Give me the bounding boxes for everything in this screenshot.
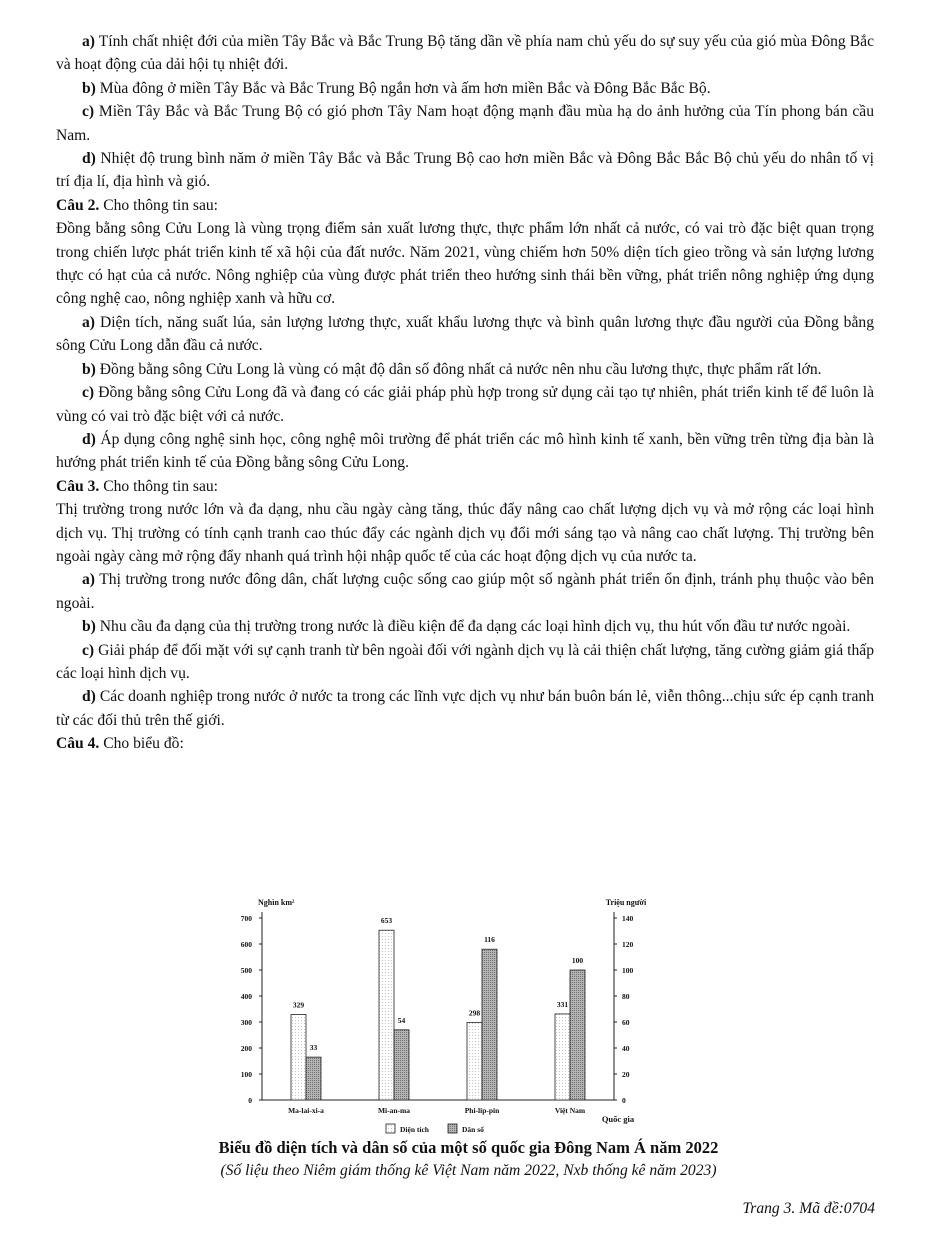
q4-prompt: Cho biểu đồ:	[99, 735, 184, 753]
y-right-tick-label: 120	[622, 940, 634, 949]
legend-swatch-area	[386, 1124, 395, 1133]
y-right-tick-label: 60	[622, 1018, 630, 1027]
y-left-tick-label: 400	[240, 992, 252, 1001]
y-left-tick-label: 100	[240, 1070, 252, 1079]
y-axis-right-label: Triệu người	[605, 898, 647, 907]
q2-option-a-text: Diện tích, năng suất lúa, sản lượng lương thực, xuất khẩu lương thực và bình quân lương thực đầu người của Đồng bằng sông Cửu Long dẫn đầu cả nước.	[56, 313, 874, 355]
bar-population-value-label: 33	[309, 1043, 318, 1053]
q4-label: Câu 4.	[56, 735, 100, 753]
q1-option-a-label: a)	[82, 33, 95, 50]
q3-prompt: Cho thông tin sau:	[99, 477, 219, 495]
q1-option-d-text: Nhiệt độ trung bình năm ở miền Tây Bắc và Bắc Trung Bộ cao hơn miền Bắc và Đông Bắc Bắc Bộ chủ yếu do nhân tố vị trí địa lí, địa hình và gió.	[56, 150, 874, 191]
q2-option-b	[56, 358, 874, 381]
bar-area-value-label: 329	[292, 1000, 305, 1010]
bar-population	[482, 949, 497, 1100]
q2-option-d-label: d)	[82, 430, 96, 448]
q2-option-a	[56, 311, 874, 358]
x-tick-label: Mi-an-ma	[377, 1106, 411, 1115]
q2-option-c-text: Đồng bằng sông Cửu Long đã và đang có các giải pháp phù hợp trong sử dụng cải tạo tự nhiên, phát triển kinh tế để luôn là vùng có vai trò đặc biệt với cả nước.	[56, 384, 874, 425]
q2-option-c	[56, 381, 874, 428]
q3-option-b-text: Nhu cầu đa dạng của thị trường trong nước là điều kiện để đa dạng các loại hình dịch vụ, thu hút vốn đầu tư nước ngoài.	[95, 618, 851, 636]
bar-population-value-label: 116	[484, 935, 495, 945]
y-left-tick-label: 500	[240, 966, 252, 975]
exam-text	[56, 30, 874, 756]
bar-chart	[0, 890, 937, 1140]
q3-option-a-label: a)	[82, 571, 95, 589]
x-axis-label: Quốc gia	[601, 1114, 635, 1124]
bar-area	[291, 1014, 306, 1100]
q3-option-d-label: d)	[82, 688, 96, 706]
y-right-tick-label: 80	[622, 992, 630, 1001]
q1-option-c-text: Miền Tây Bắc và Bắc Trung Bộ có gió phơn Tây Nam hoạt động mạnh đầu mùa hạ do ảnh hưởng của Tín phong bán cầu Nam.	[56, 103, 874, 144]
q3-option-a	[56, 568, 874, 615]
page-footer: Trang 3. Mã đề:0704	[742, 1200, 875, 1217]
bar-population	[306, 1057, 321, 1100]
bar-area	[555, 1014, 570, 1100]
y-axis-left-label: Nghìn km²	[258, 898, 295, 907]
bar-area-value-label: 298	[468, 1008, 481, 1018]
q3-heading	[56, 475, 874, 498]
q2-option-b-label: b)	[82, 360, 96, 378]
q1-option-a	[56, 30, 874, 77]
q3-option-d	[56, 685, 874, 732]
y-right-tick-label: 40	[622, 1044, 630, 1053]
q3-info: Thị trường trong nước lớn và đa dạng, nhu cầu ngày càng tăng, thúc đẩy nâng cao chất lượng dịch vụ và mở rộng các loại hình dịch vụ. Thị trường có tính cạnh tranh cao thúc đẩy các ngành dịch vụ đổi mới sáng tạo và nâng cao chất lượng. Thị trường bên ngoài ngày càng mở rộng đẩy nhanh quá trình hội nhập quốc tế của các hoạt động dịch vụ của nước ta.	[56, 501, 874, 565]
q3-option-c	[56, 639, 874, 686]
q3-option-d-text: Các doanh nghiệp trong nước ở nước ta trong các lĩnh vực dịch vụ như bán buôn bán lẻ, viễn thông...chịu sức ép cạnh tranh từ các đối thủ trên thế giới.	[56, 688, 874, 729]
y-right-tick-label: 20	[622, 1070, 630, 1079]
bar-population-value-label: 54	[397, 1015, 406, 1025]
q2-option-d	[56, 428, 874, 475]
q2-label: Câu 2.	[56, 196, 100, 214]
q2-prompt: Cho thông tin sau:	[99, 196, 219, 214]
y-left-tick-label: 0	[248, 1096, 252, 1105]
legend-swatch-population	[448, 1124, 457, 1133]
y-left-tick-label: 200	[240, 1044, 252, 1053]
chart-title: Biểu đồ diện tích và dân số của một số quốc gia Đông Nam Á năm 2022	[218, 1138, 719, 1157]
q2-option-a-label: a)	[82, 313, 95, 331]
q3-option-b	[56, 615, 874, 638]
y-left-tick-label: 600	[240, 940, 252, 949]
q1-option-c-label: c)	[82, 103, 95, 121]
x-tick-label: Việt Nam	[554, 1106, 586, 1115]
q3-option-c-label: c)	[82, 641, 95, 659]
bar-population	[570, 970, 585, 1100]
q1-option-d	[56, 147, 874, 194]
q3-label: Câu 3.	[56, 477, 100, 495]
x-tick-label: Ma-lai-xi-a	[288, 1106, 324, 1115]
q1-option-b-text: Mùa đông ở miền Tây Bắc và Bắc Trung Bộ ngắn hơn và ấm hơn miền Bắc và Đông Bắc Bắc Bộ.	[95, 79, 711, 97]
bar-area-value-label: 331	[556, 999, 569, 1009]
q1-option-b	[56, 77, 874, 100]
bar-area	[467, 1023, 482, 1100]
x-tick-label: Phi-lip-pin	[464, 1106, 500, 1115]
q1-option-b-label: b)	[82, 79, 96, 97]
q3-option-a-text: Thị trường trong nước đông dân, chất lượng cuộc sống cao giúp một số ngành phát triển ổn định, tránh phụ thuộc vào bên ngoài.	[56, 571, 874, 612]
q1-option-d-label: d)	[82, 150, 96, 168]
y-right-tick-label: 100	[622, 966, 634, 975]
q2-option-d-text: Áp dụng công nghệ sinh học, công nghệ môi trường để phát triển các mô hình kinh tế xanh, bền vững trên từng địa bàn là hướng phát triển kinh tế của Đồng bằng sông Cửu Long.	[56, 430, 874, 472]
q2-heading	[56, 194, 874, 217]
q3-option-c-text: Giải pháp để đối mặt với sự cạnh tranh từ bên ngoài đối với ngành dịch vụ là cải thiện chất lượng, tăng cường giảm giá thấp các loại hình dịch vụ.	[56, 641, 874, 682]
q4-heading	[56, 732, 874, 755]
bar-population	[394, 1030, 409, 1100]
y-right-tick-label: 0	[622, 1096, 626, 1105]
q1-option-a-text: Tính chất nhiệt đới của miền Tây Bắc và Bắc Trung Bộ tăng dần về phía nam chủ yếu do sự suy yếu của gió mùa Đông Bắc và hoạt động của dải hội tụ nhiệt đới.	[56, 33, 874, 74]
q2-option-c-label: c)	[82, 384, 95, 402]
chart-source: (Số liệu theo Niêm giám thống kê Việt Nam năm 2022, Nxb thống kê năm 2023)	[220, 1162, 717, 1179]
bar-population-value-label: 100	[571, 956, 584, 965]
q3-option-b-label: b)	[82, 618, 96, 636]
y-right-tick-label: 140	[622, 914, 634, 923]
bar-area-value-label: 653	[380, 916, 393, 926]
bar-area	[379, 930, 394, 1100]
q1-option-c	[56, 100, 874, 147]
chart-container	[0, 890, 937, 1140]
y-left-tick-label: 700	[240, 914, 252, 923]
legend-label-population: Dân số	[462, 1125, 484, 1134]
legend-label-area: Diện tích	[400, 1125, 429, 1134]
q2-info: Đồng bằng sông Cửu Long là vùng trọng điểm sản xuất lương thực, thực phẩm lớn nhất cả nước, có vai trò đặc biệt quan trọng trong chiến lược phát triển kinh tế xã hội của đất nước. Năm 2021, vùng chiếm hơn 50% diện tích gieo trồng và sản lượng lương thực có hạt của cả nước. Nông nghiệp của vùng được phát triển theo hướng sinh thái bền vững, phát triển nông nghiệp ứng dụng công nghệ cao, nông nghiệp xanh và hữu cơ.	[56, 220, 874, 308]
y-left-tick-label: 300	[240, 1018, 252, 1027]
q2-option-b-text: Đồng bằng sông Cửu Long là vùng có mật độ dân số đông nhất cả nước nên nhu cầu lương thực, thực phẩm rất lớn.	[95, 360, 822, 378]
